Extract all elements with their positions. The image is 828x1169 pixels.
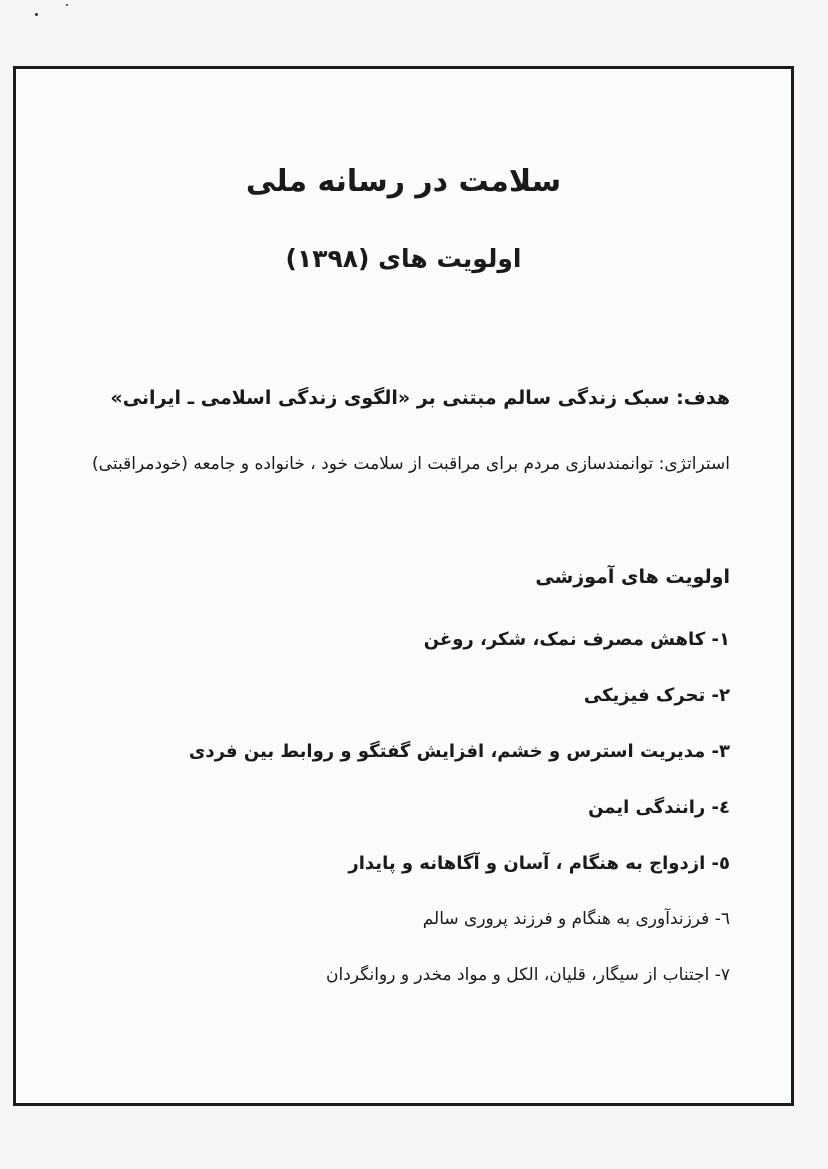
priority-item-3: ۳- مدیریت استرس و خشم، افزایش گفتگو و روابط بین فردی	[188, 741, 730, 762]
priority-item-2: ۲- تحرک فیزیکی	[583, 685, 730, 706]
scan-speck	[35, 13, 38, 16]
strategy-line: استراتژی: توانمندسازی مردم برای مراقبت از سلامت خود ، خانواده و جامعه (خودمراقبتی)	[92, 454, 730, 474]
goal-line: هدف: سبک زندگی سالم مبتنی بر «الگوی زندگی اسلامی ـ ایرانی»	[110, 387, 730, 409]
document-content	[16, 69, 791, 1103]
scan-speck	[66, 4, 68, 6]
priority-item-5: ٥- ازدواج به هنگام ، آسان و آگاهانه و پایدار	[348, 853, 730, 874]
section-heading: اولویت های آموزشی	[535, 566, 730, 588]
priority-item-7: ۷- اجتناب از سیگار، قلیان، الکل و مواد مخدر و روانگردان	[326, 965, 730, 985]
priority-item-1: ۱- کاهش مصرف نمک، شکر، روغن	[423, 629, 730, 650]
document-border	[13, 66, 794, 1106]
priority-item-6: ٦- فرزندآوری به هنگام و فرزند پروری سالم	[422, 909, 730, 929]
page-subtitle: اولویت های (۱۳۹۸)	[285, 244, 522, 273]
page-title: سلامت در رسانه ملی	[245, 164, 562, 199]
priority-item-4: ٤- رانندگی ایمن	[588, 797, 730, 818]
